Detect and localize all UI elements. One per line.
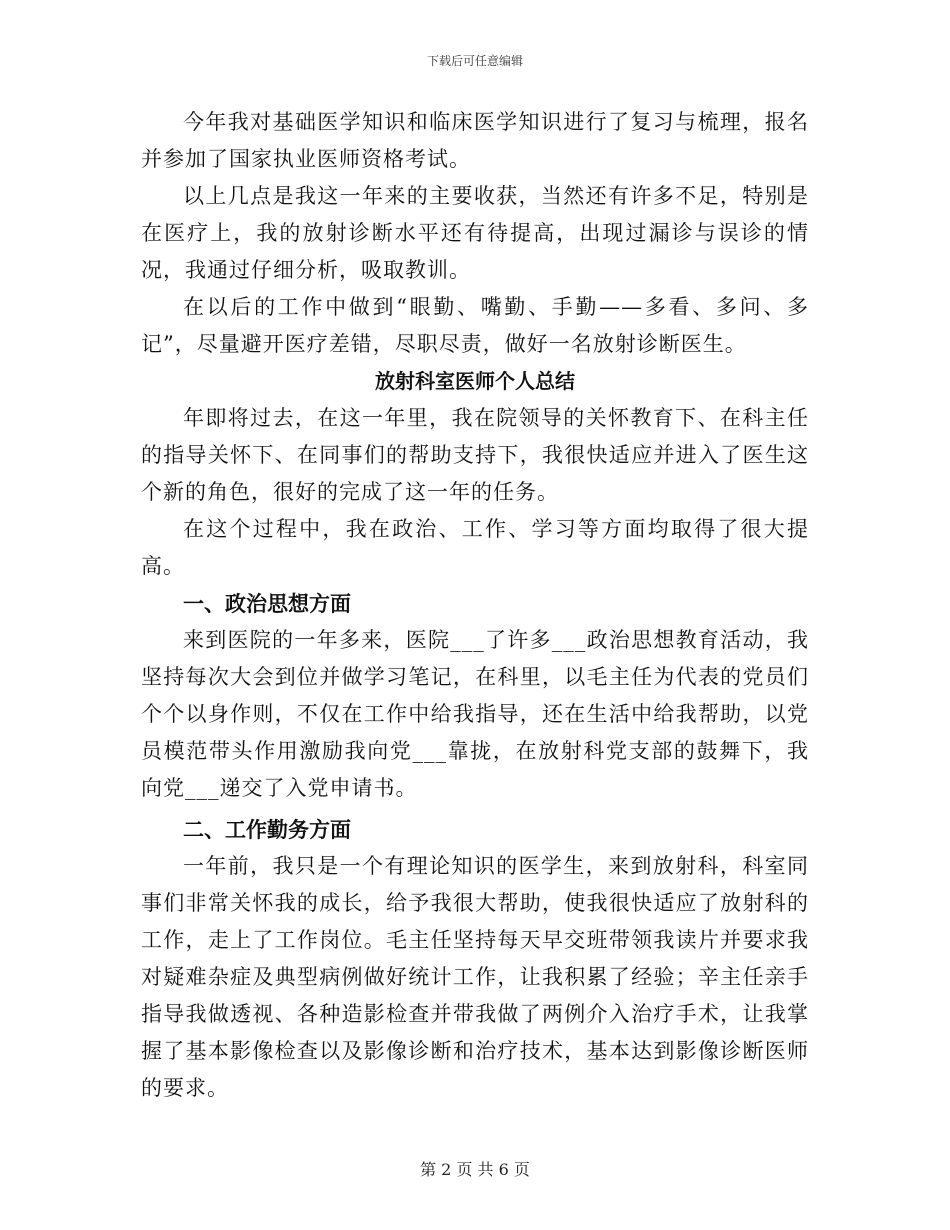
page-footer: 第 2 页 共 6 页 bbox=[420, 1160, 530, 1179]
paragraph-work: 一年前，我只是一个有理论知识的医学生，来到放射科，科室同事们非常关怀我的成长，给予我很大帮助，使我很快适应了放射科的工作，走上了工作岗位。毛主任坚持每天早交班带领我读片并要求我对疑难杂症及典型病例做好统计工作，让我积累了经验；辛主任亲手指导我做透视、各种造影检查并带我做了两例介入治疗手术，让我掌握了基本影像检查以及影像诊断和治疗技术，基本达到影像诊断医师的要求。 bbox=[141, 854, 809, 1100]
document-body bbox=[141, 104, 809, 1107]
section-title: 放射科室医师个人总结 bbox=[375, 369, 575, 393]
page-header: 下载后可任意编辑 bbox=[426, 54, 523, 68]
heading-political: 一、政治思想方面 bbox=[183, 591, 351, 616]
paragraph-exam: 今年我对基础医学知识和临床医学知识进行了复习与梳理，报名并参加了国家执业医师资格考试。 bbox=[141, 110, 809, 171]
paragraph-political: 来到医院的一年多来，医院___了许多___政治思想教育活动，我坚持每次大会到位并做学习笔记，在科里，以毛主任为代表的党员们个个以身作则，不仅在工作中给我指导，还在生活中给我帮助，以党员模范带头作用激励我向党___靠拢，在放射科党支部的鼓舞下，我向党___递交了入党申请书。 bbox=[141, 628, 809, 800]
paragraph-shortcomings: 以上几点是我这一年来的主要收获，当然还有许多不足，特别是在医疗上，我的放射诊断水平还有待提高，出现过漏诊与误诊的情况，我通过仔细分析，吸取教训。 bbox=[141, 184, 809, 282]
paragraph-future-work: 在以后的工作中做到“眼勤、嘴勤、手勤——多看、多问、多记”，尽量避开医疗差错，尽职尽责，做好一名放射诊断医生。 bbox=[141, 295, 809, 356]
heading-work: 二、工作勤务方面 bbox=[183, 817, 351, 842]
paragraph-improvement: 在这个过程中，我在政治、工作、学习等方面均取得了很大提高。 bbox=[141, 517, 809, 578]
paragraph-intro: 年即将过去，在这一年里，我在院领导的关怀教育下、在科主任的指导关怀下、在同事们的帮助支持下，我很快适应并进入了医生这个新的角色，很好的完成了这一年的任务。 bbox=[141, 406, 809, 504]
